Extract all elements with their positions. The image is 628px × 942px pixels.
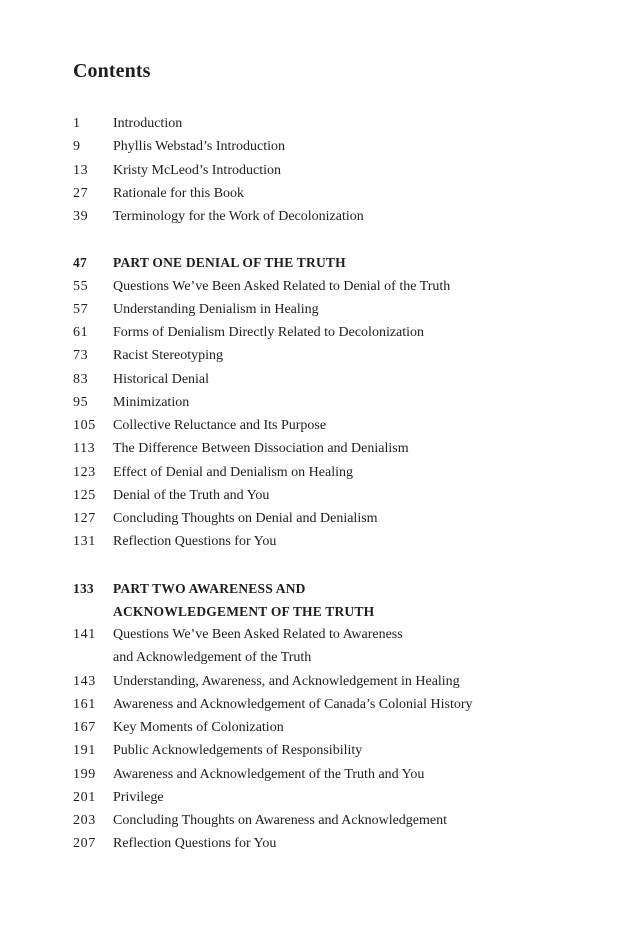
toc-entry	[73, 809, 593, 832]
toc-entry-title: Questions We’ve Been Asked Related to Awareness	[113, 627, 403, 642]
toc-entry-title: Awareness and Acknowledgement of the Truth and You	[113, 766, 425, 782]
toc-entry-title: Collective Reluctance and Its Purpose	[113, 418, 327, 433]
toc-entry-title: Questions We’ve Been Asked Related to Denial of the Truth	[113, 278, 451, 294]
toc-entry	[73, 763, 593, 786]
toc-entry	[73, 670, 593, 693]
toc-entry	[73, 135, 593, 158]
toc-part-heading	[73, 577, 593, 600]
toc-entry-title: Forms of Denialism Directly Related to Decolonization	[113, 325, 425, 340]
toc-entry-title-continued: and Acknowledgement of the Truth	[113, 650, 312, 666]
toc-page-number: 27	[73, 185, 89, 201]
toc-page-number: 203	[73, 813, 96, 828]
toc-entry-title: Reflection Questions for You	[113, 534, 277, 550]
toc-part-heading	[73, 251, 593, 274]
toc-page-number: 127	[73, 511, 96, 526]
toc-entry-title: Rationale for this Book	[113, 185, 245, 201]
toc-page-number: 133	[73, 580, 94, 596]
section-spacer	[73, 554, 593, 577]
toc-entry	[73, 391, 593, 414]
toc-page-number: 141	[73, 627, 96, 642]
toc-page-number: 105	[73, 418, 96, 433]
toc-entry	[73, 414, 593, 437]
toc-page-number: 55	[73, 278, 89, 294]
toc-entry-title: Awareness and Acknowledgement of Canada’s Colonial History	[113, 696, 473, 712]
toc-entry	[73, 507, 593, 530]
toc-page-number: 47	[73, 255, 87, 271]
toc-entry	[73, 205, 593, 228]
section-spacer	[73, 228, 593, 251]
toc-page-number: 83	[73, 371, 89, 387]
toc-entry-title: Concluding Thoughts on Denial and Denialism	[113, 511, 378, 526]
toc-entry	[73, 368, 593, 391]
toc-page-number: 161	[73, 696, 96, 712]
toc-page-number: 143	[73, 673, 96, 689]
toc-page-number: 95	[73, 394, 89, 410]
toc-page-number: 131	[73, 534, 96, 550]
toc-entry	[73, 112, 593, 135]
toc-entry	[73, 623, 593, 646]
toc-entry	[73, 786, 593, 809]
table-of-contents	[73, 112, 593, 856]
toc-entry-continued	[73, 646, 593, 669]
toc-entry	[73, 275, 593, 298]
toc-entry	[73, 298, 593, 321]
toc-page-number: 125	[73, 487, 96, 503]
toc-part-title: PART TWO AWARENESS AND	[113, 580, 306, 596]
toc-entry-title: Understanding Denialism in Healing	[113, 301, 319, 317]
toc-page-number: 9	[73, 139, 81, 155]
toc-entry-title: Minimization	[113, 394, 190, 410]
toc-entry	[73, 321, 593, 344]
toc-entry-title: Public Acknowledgements of Responsibility	[113, 743, 363, 759]
toc-part-title-continued: ACKNOWLEDGEMENT OF THE TRUTH	[113, 603, 375, 619]
toc-entry-title: Racist Stereotyping	[113, 348, 224, 364]
page-title: Contents	[73, 60, 151, 82]
toc-entry-title: Concluding Thoughts on Awareness and Acknowledgement	[113, 813, 448, 828]
toc-entry	[73, 344, 593, 367]
toc-entry-title: Privilege	[113, 789, 164, 805]
toc-page-number: 207	[73, 836, 96, 852]
toc-page-number: 13	[73, 162, 89, 178]
toc-entry-title: The Difference Between Dissociation and Denialism	[113, 441, 409, 457]
toc-entry-title: Historical Denial	[113, 371, 210, 387]
toc-entry	[73, 159, 593, 182]
toc-entry-title: Terminology for the Work of Decolonization	[113, 209, 364, 224]
toc-entry-title: Key Moments of Colonization	[113, 720, 284, 735]
toc-part-heading-continued	[73, 600, 593, 623]
toc-entry	[73, 484, 593, 507]
toc-page-number: 123	[73, 464, 96, 480]
toc-page-number: 61	[73, 325, 89, 340]
toc-entry	[73, 461, 593, 484]
toc-entry-title: Denial of the Truth and You	[113, 487, 270, 503]
toc-page-number: 167	[73, 720, 96, 735]
toc-entry-title: Phyllis Webstad’s Introduction	[113, 139, 286, 155]
toc-page-number: 113	[73, 441, 96, 457]
toc-entry	[73, 437, 593, 460]
toc-entry	[73, 739, 593, 762]
toc-entry-title: Reflection Questions for You	[113, 836, 277, 852]
toc-entry	[73, 693, 593, 716]
toc-page-number: 57	[73, 301, 89, 317]
toc-page-number: 73	[73, 348, 89, 364]
toc-entry-title: Effect of Denial and Denialism on Healing	[113, 464, 353, 480]
toc-entry-title: Understanding, Awareness, and Acknowledgement in Healing	[113, 673, 460, 689]
toc-entry	[73, 716, 593, 739]
toc-part-title: PART ONE DENIAL OF THE TRUTH	[113, 255, 346, 271]
toc-page-number: 201	[73, 789, 96, 805]
toc-page-number: 199	[73, 766, 96, 782]
toc-entry	[73, 182, 593, 205]
toc-page-number: 39	[73, 209, 89, 224]
toc-entry-title: Kristy McLeod’s Introduction	[113, 162, 281, 178]
toc-page-number: 191	[73, 743, 96, 759]
toc-page-number: 1	[73, 116, 81, 131]
toc-entry	[73, 530, 593, 553]
toc-entry-title: Introduction	[113, 116, 183, 131]
toc-entry	[73, 832, 593, 855]
